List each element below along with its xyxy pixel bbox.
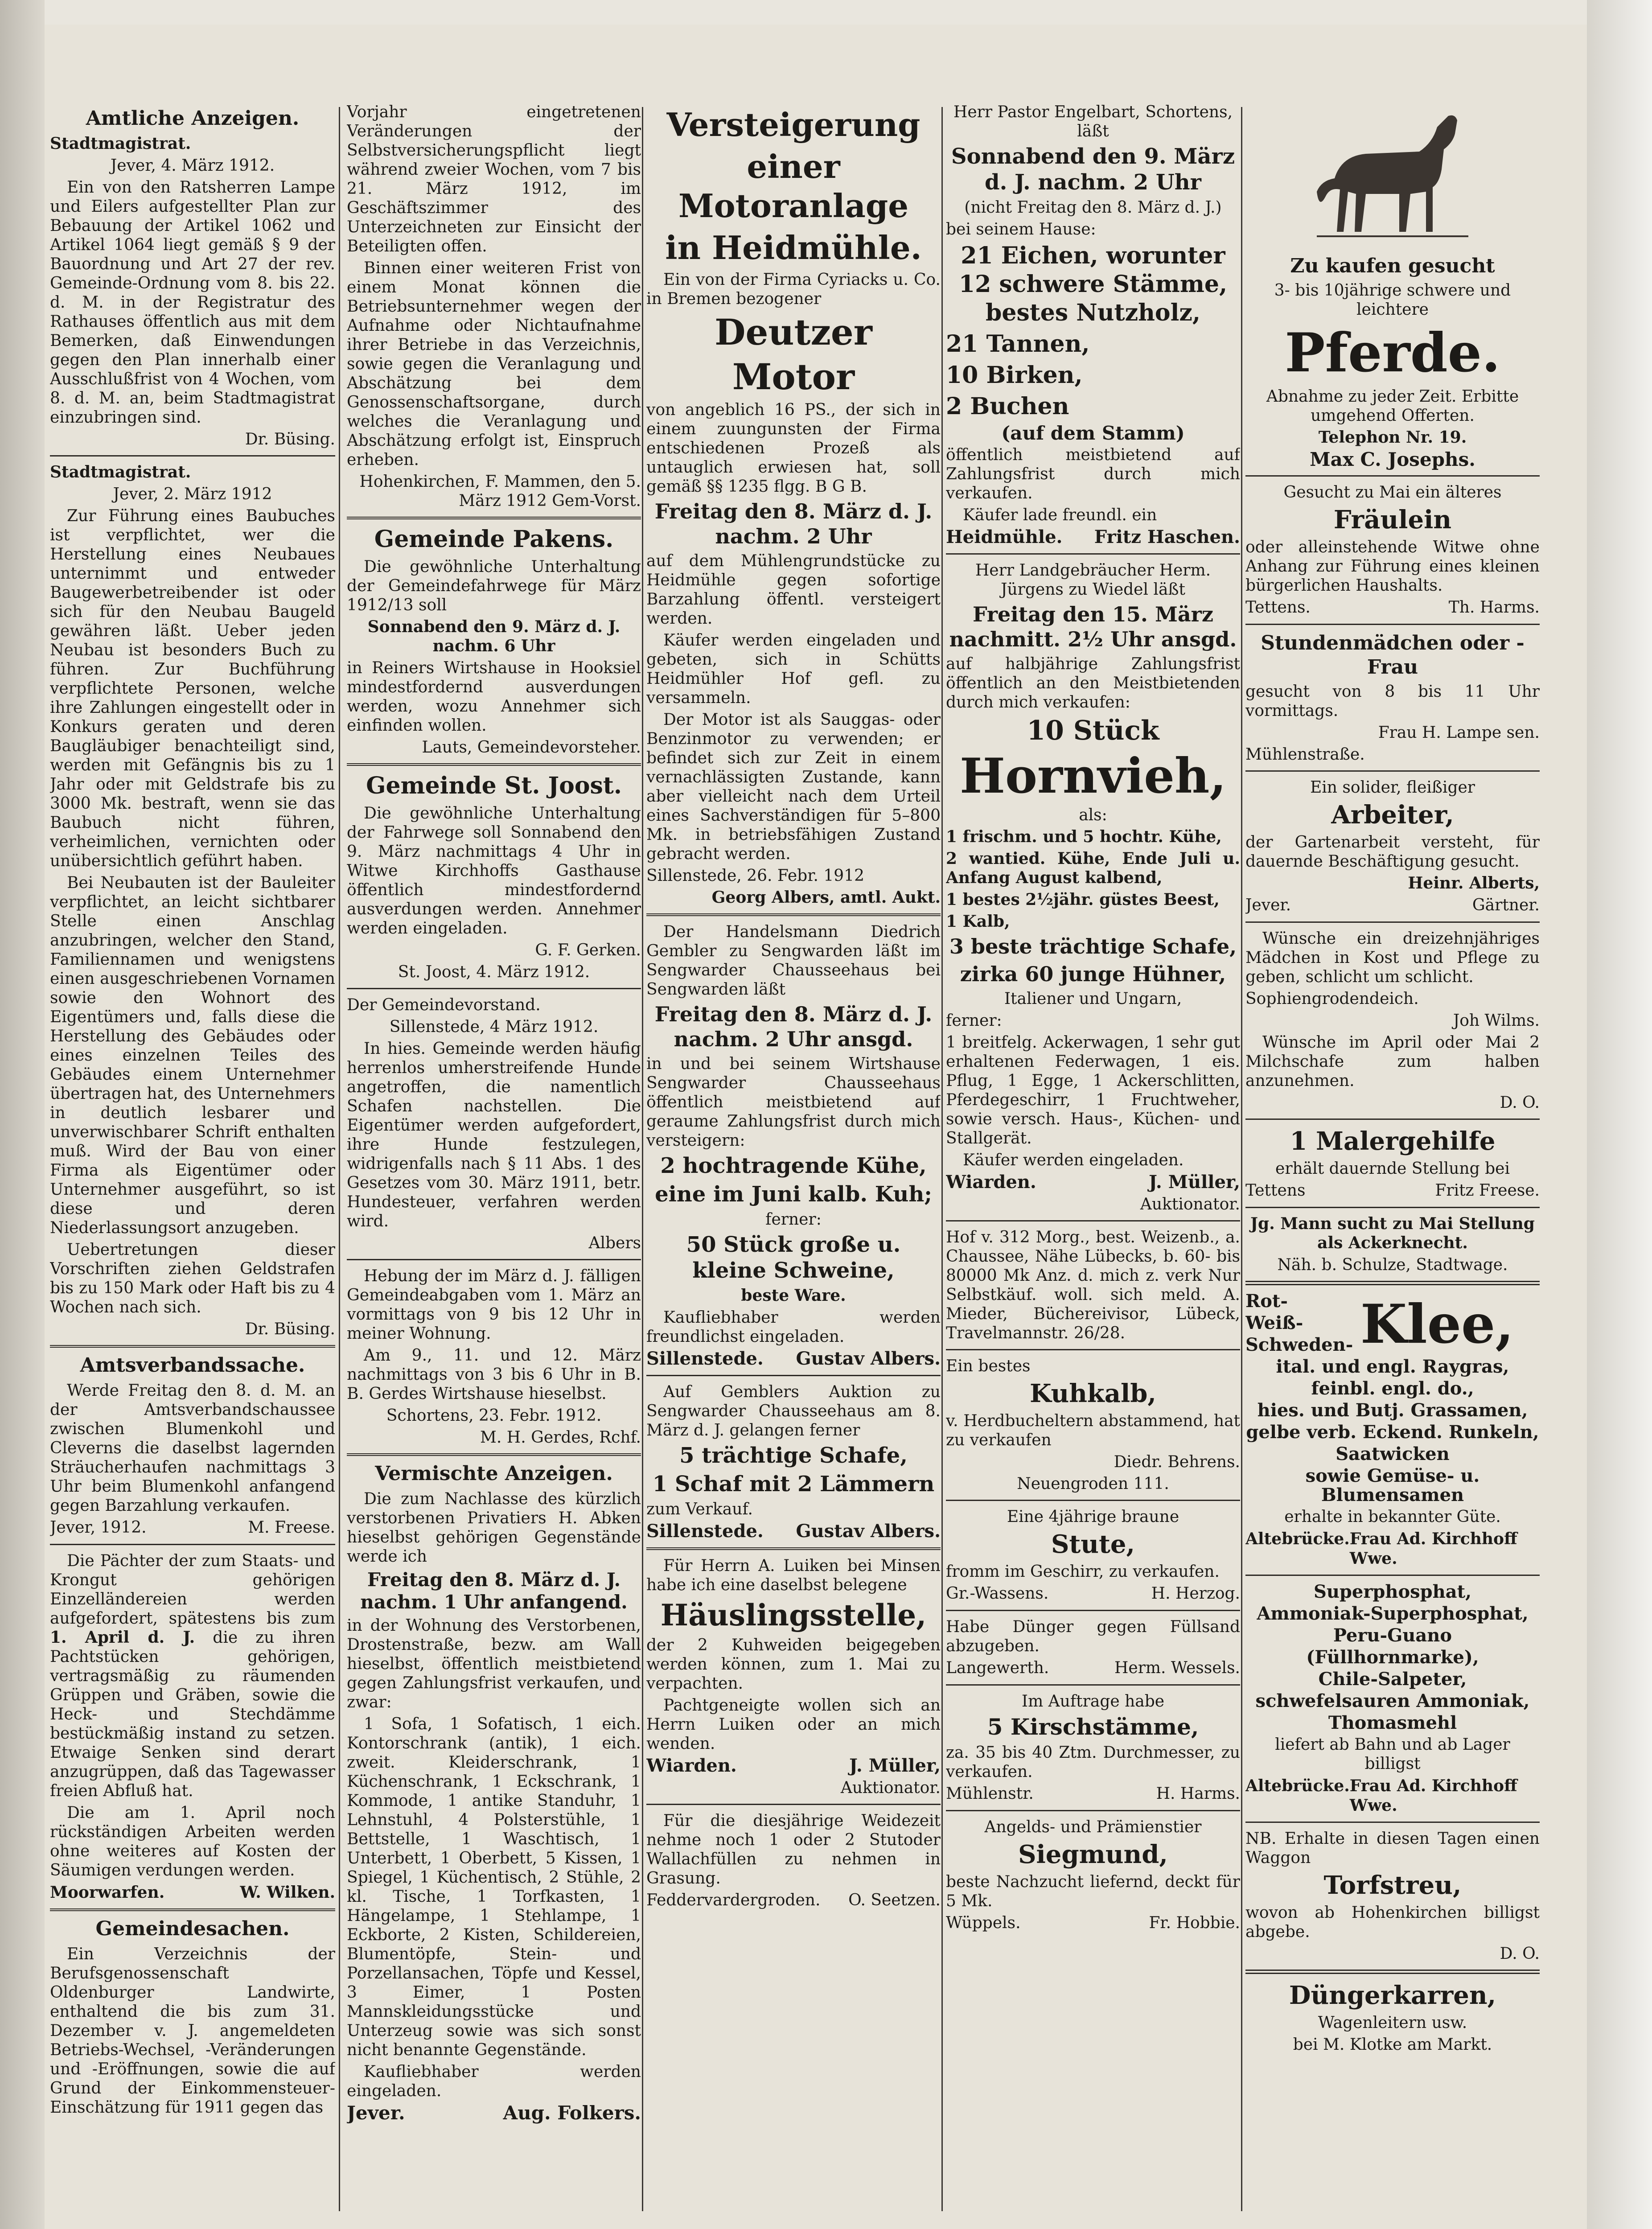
ad-headline: Stute, [1051, 1530, 1135, 1559]
ad-item: Ammoniak-Superphosphat, [1257, 1603, 1529, 1624]
ad-body: Angelds- und Prämienstier [984, 1818, 1202, 1836]
column-2 [347, 103, 641, 2126]
ad-item: Saatwicken [1336, 1444, 1450, 1464]
ad-item: hies. und Butj. Grassamen, [1257, 1400, 1528, 1421]
notice-date: Sonnabend den 9. März d. J. nachm. 6 Uhr [367, 617, 621, 655]
notice-body: Binnen einer weiteren Frist von einem Monat können die Betriebsunternehmer wegen der Aufnahme oder Nichtaufnahme ihrer Betriebe in das Verzeichnis, sowie gegen die Veranlagung und Abschätzung bei dem Genossenschaftsorgane, durch welches die Veranlagung und Abschätzung erfolgt ist, Einspruch erheben. [347, 259, 641, 469]
section-heading: Gemeinde Pakens. [374, 526, 614, 553]
ad-body: auf halbjährige Zahlungsfrist öffentlich an den Meistbietenden durch mich verkaufen: [946, 655, 1240, 711]
ad-date: Freitag den 8. März d. J. nachm. 2 Uhr ansgd. [654, 1002, 933, 1051]
place: Gr.-Wassens. [946, 1584, 1049, 1603]
signature-row [646, 1349, 941, 1369]
notice-date: Freitag den 8. März d. J. nachm. 1 Uhr anfangend. [360, 1569, 628, 1613]
ad-body: Kaufliebhaber werden freundlichst eingeladen. [646, 1308, 941, 1346]
signature-row [50, 1518, 335, 1538]
signature: G. F. Gerken. [535, 941, 641, 959]
ad-headline: Hornvieh, [959, 748, 1227, 804]
ad-item: 1 Schaf mit 2 Lämmern [652, 1472, 935, 1497]
date: Schortens, 23. Febr. 1912. [386, 1406, 602, 1425]
signature: Dr. Büsing. [245, 1320, 335, 1338]
ad-item: Italiener und Ungarn, [1004, 990, 1182, 1008]
ad-body: Für Herrn A. Luiken bei Minsen habe ich eine daselbst belegene [646, 1557, 941, 1594]
signature: H. Harms. [1156, 1785, 1240, 1803]
divider [946, 1810, 1240, 1811]
ad-body: als: [1079, 806, 1107, 824]
place: Mühlenstr. [946, 1785, 1034, 1803]
signature-title: Auktionator. [1140, 1195, 1240, 1213]
place: Sillenstede. [646, 1348, 764, 1369]
notice-body: Ein von den Ratsherren Lampe und Eilers aufgestellter Plan zur Bebauung der Artikel 1062 und Artikel 1064 liegt gemäß § 9 der Bauordnung und Art 27 der rev. Gemeinde-Ordnung vom 8. bis 22. d. M. in der Registratur des Rathauses öffentlich aus mit dem Bemerken, daß Einwendungen gegen den Plan innerhalb einer Ausschlußfrist von 4 Wochen, vom 8. d. M. an, beim Stadtmagistrat einzubringen sind. [50, 178, 335, 427]
divider [1245, 770, 1540, 772]
signature-row [946, 1913, 1240, 1933]
ad-item: Chile-Salpeter, [1318, 1669, 1467, 1690]
ad-body: Herr Landgebräucher Herm. Jürgens zu Wiedel läßt [975, 561, 1211, 599]
ad-body: Hof v. 312 Morg., best. Weizenb., a. Chaussee, Nähe Lübecks, b. 60- bis 80000 Mk Anz. d. mich z. verk Nur Selbstkäuf. woll. sich meld. A. Mieder, Büchereivisor, Lübeck, Travelmannstr. 26/28. [946, 1228, 1240, 1342]
place: Mühlenstraße. [1245, 745, 1365, 764]
ad-headline: 5 Kirschstämme, [987, 1714, 1199, 1740]
ad-body: Wagenleitern usw. [1318, 2014, 1467, 2032]
place: Moorwarfen. [50, 1883, 165, 1902]
ad-item: 1 Kalb, [946, 912, 1010, 931]
column-5 [1245, 103, 1540, 2057]
place: Heidmühle. [946, 526, 1063, 547]
ad-item: 10 Birken, [946, 362, 1083, 389]
ad-body: ferner: [946, 1012, 1002, 1030]
ad-body: gesucht von 8 bis 11 Uhr vormittags. [1245, 683, 1540, 720]
ad-phone: Telephon Nr. 19. [1318, 428, 1467, 447]
ad-body: erhält dauernde Stellung bei [1275, 1160, 1510, 1178]
ad-body: Eine 4jährige braune [1007, 1508, 1179, 1526]
ad-item: schwefelsauren Ammoniak, [1255, 1690, 1530, 1711]
divider [50, 1544, 335, 1545]
signature: Frau H. Lampe sen. [1378, 724, 1540, 742]
signature-row [946, 1172, 1240, 1192]
column-rule [1241, 107, 1242, 2211]
divider [1245, 1970, 1540, 1974]
ad-body: Käufer werden eingeladen. [963, 1151, 1184, 1169]
ad-body: Käufer lade freundl. ein [963, 506, 1157, 524]
ad-item: 50 Stück große u. kleine Schweine, [686, 1232, 901, 1283]
section-heading: Gemeinde St. Joost. [366, 772, 622, 799]
divider [1245, 1575, 1540, 1576]
ad-date: Freitag den 15. März nachmitt. 2½ Uhr ansgd. [949, 602, 1237, 651]
ad-headline: Stundenmädchen oder -Frau [1261, 632, 1525, 679]
signature-row [646, 1522, 941, 1541]
ad-date: Sonnabend den 9. März d. J. nachm. 2 Uhr [951, 144, 1235, 195]
ad-body: 3- bis 10jährige schwere und leichtere [1274, 281, 1511, 319]
place: Tettens. [1245, 598, 1311, 617]
ad-headline: Torfstreu, [1323, 1871, 1462, 1900]
ad-item: Peru-Guano [1333, 1625, 1452, 1646]
signature: M. Freese. [248, 1518, 335, 1537]
signature: Gustav Albers. [796, 1348, 941, 1369]
place: Wüppels. [946, 1914, 1021, 1932]
ad-body: Ein bestes [946, 1357, 1031, 1375]
ad-body: Jg. Mann sucht zu Mai Stellung als Ackerknecht. [1250, 1214, 1535, 1252]
place: Langewerth. [946, 1659, 1049, 1677]
notice-body: Werde Freitag den 8. d. M. an der Amtsverbandschaussee zwischen Blumenkohl und Cleverns die daselbst lagernden Sträucherhaufen nachmittags 3 Uhr beim Blumenkohl anfangend gegen Barzahlung verkaufen. [50, 1382, 335, 1515]
notice-body: Vorjahr eingetretenen Veränderungen der Selbstversicherungspflicht liegt während zweier Wochen, vom 7 bis 21. März 1912, im Geschäftszimmer des Unterzeichneten zur Einsicht der Beteiligten offen. [347, 103, 641, 255]
ad-body: Abnahme zu jeder Zeit. Erbitte umgehend Offerten. [1266, 387, 1519, 425]
ad-body: Wünsche ein dreizehnjähriges Mädchen in Kost und Pflege zu geben, schlicht um schlicht. [1245, 929, 1540, 986]
ad-body: Der Handelsmann Diedrich Gembler zu Sengwarden läßt im Sengwarder Chausseehaus bei Sengwarden läßt [646, 923, 941, 999]
divider [646, 913, 941, 916]
ad-body: za. 35 bis 40 Ztm. Durchmesser, zu verkaufen. [946, 1744, 1240, 1781]
signature: D. O. [1500, 1945, 1540, 1963]
section-heading: Vermischte Anzeigen. [375, 1462, 613, 1485]
notice-body: Die gewöhnliche Unterhaltung der Fahrwege soll Sonnabend den 9. März nachmittags 4 Uhr in Witwe Kirchhoffs Gasthause öffentlich mindestfordernd ausverdungen werden. Annehmer werden eingeladen. [347, 804, 641, 938]
signature: Max C. Josephs. [1310, 448, 1475, 470]
divider [50, 1345, 335, 1348]
signature: J. Müller, [1149, 1172, 1240, 1193]
signature: Th. Harms. [1448, 598, 1540, 617]
signature-row [946, 1584, 1240, 1604]
ad-body: Im Auftrage habe [1021, 1692, 1165, 1711]
signature-row [646, 1756, 941, 1776]
signature: Frau Ad. Kirchhoff Wwe. [1349, 1777, 1517, 1815]
ad-body: Habe Dünger gegen Füllsand abzugeben. [946, 1618, 1240, 1655]
ad-body: bei M. Klotke am Markt. [1293, 2036, 1492, 2054]
signature-row [1245, 1776, 1540, 1815]
ad-body: Ein solider, fleißiger [1310, 778, 1475, 797]
ad-title: in Heidmühle. [665, 229, 922, 267]
ad-item: 5 trächtige Schafe, [679, 1443, 908, 1468]
ad-item: beste Ware. [741, 1286, 846, 1305]
ad-item: 21 Eichen, worunter 12 schwere Stämme, bestes Nutzholz, [958, 242, 1228, 326]
ad-item: 2 Buchen [946, 393, 1069, 420]
section-heading: Amtliche Anzeigen. [86, 107, 300, 130]
signature: Hohenkirchen, F. Mammen, den 5. März 1912 Gem-Vorst. [359, 473, 641, 510]
divider [347, 1259, 641, 1260]
notice-text: die zu ihren Pachtstücken gehörigen, vertragsmäßig zu räumenden Grüppen und Gräben, sowie die Heck- und Stechdämme bestückmäßig instand zu setzen. Etwaige Senken sind derart anzugrüppen, daß das Tagewasser freien Abfluß hat. [50, 1629, 335, 1800]
ad-title: Versteigerung [666, 106, 921, 144]
notice-body: Am 9., 11. und 12. März nachmittags von 3 bis 6 Uhr in B. B. Gerdes Wirtshause hieselbst. [347, 1346, 641, 1403]
signature: Dr. Büsing. [245, 430, 335, 448]
signature: Fritz Haschen. [1094, 526, 1240, 547]
horse-illustration [1299, 103, 1486, 250]
place: Wiarden. [646, 1755, 737, 1776]
notice-body: Uebertretungen dieser Vorschriften ziehen Geldstrafen bis zu 150 Mark oder Haft bis zu 4 Wochen nach sich. [50, 1241, 335, 1316]
ad-title: Zu kaufen gesucht [1290, 255, 1495, 277]
ad-item: gelbe verb. Eckend. Runkeln, [1246, 1422, 1539, 1443]
ad-body: Ein von der Firma Cyriacks u. Co. in Bremen bezogener [646, 271, 941, 308]
signature: Heinr. Alberts, [1408, 874, 1540, 892]
signature: Joh Wilms. [1453, 1012, 1540, 1030]
ad-body: beste Nachzucht liefernd, deckt für 5 Mk. [946, 1873, 1240, 1910]
divider [347, 763, 641, 766]
divider [646, 1547, 941, 1550]
issuer: Der Gemeindevorstand. [347, 996, 541, 1014]
date: Jever, 2. März 1912 [113, 485, 272, 503]
signature: H. Herzog. [1151, 1584, 1240, 1603]
date: Sillenstede, 4 März 1912. [389, 1018, 599, 1036]
ad-headline: 1 Malergehilfe [1290, 1127, 1496, 1156]
signature-row [946, 1658, 1240, 1678]
divider [50, 455, 335, 456]
ad-body: oder alleinstehende Witwe ohne Anhang zur Führung eines kleinen bürgerlichen Haushalts. [1245, 538, 1540, 595]
ad-title: einer Motoranlage [678, 148, 909, 225]
signature: O. Seetzen. [848, 1891, 941, 1909]
ad-item: 1 bestes 2½jähr. güstes Beest, [946, 890, 1220, 909]
place: Feddervardergroden. [646, 1891, 821, 1909]
column-3 [646, 103, 941, 1913]
ad-headline: Pferde. [1285, 321, 1500, 384]
signature: Fritz Freese. [1435, 1181, 1540, 1200]
divider [646, 1375, 941, 1376]
place: Altebrücke. [1245, 1777, 1350, 1795]
divider [347, 988, 641, 989]
ad-body: NB. Erhalte in diesen Tagen einen Waggon [1245, 1830, 1540, 1867]
ad-body: bei seinem Hause: [946, 220, 1096, 239]
signature: D. O. [1500, 1094, 1540, 1112]
ad-body: ferner: [765, 1210, 822, 1229]
divider [1245, 1119, 1540, 1120]
divider [946, 1349, 1240, 1350]
signature-row [50, 1883, 335, 1902]
signature-title: Gärtner. [1472, 896, 1540, 914]
ad-body: in und bei seinem Wirtshause Sengwarder Chausseehaus öffentlich meistbietend auf geraume Zahlungsfrist durch mich versteigern: [646, 1055, 941, 1150]
page-fold-shadow [0, 0, 45, 2229]
ad-body: von angeblich 16 PS., der sich in einem zuungunsten der Firma entschiedenen Prozeß als untauglich erwiesen hat, soll gemäß §§ 1235 flgg. B G B. [646, 401, 941, 496]
place: Neuengroden 111. [1017, 1475, 1169, 1493]
divider [946, 1220, 1240, 1221]
ad-body: Der Motor ist als Sauggas- oder Benzinmotor zu verwenden; er befindet sich zur Zeit in einem vernachlässigten Zustande, kann aber vielleicht nach dem Urteil eines Sachverständigen für 5–800 Mk. in betriebsfähigen Zustand gebracht werden. [646, 711, 941, 863]
ad-headline: Kuhkalb, [1030, 1379, 1156, 1408]
divider [50, 1908, 335, 1911]
notice-body: 1 Sofa, 1 Sofatisch, 1 eich. Kontorschrank (antik), 1 eich. zweit. Kleiderschrank, 1 Küchenschrank, 1 Eckschrank, 1 Kommode, 1 antike Standuhr, 1 Lehnstuhl, 4 Polsterstühle, 1 Bettstelle, 1 Waschtisch, 1 Unterbett, 1 Oberbett, 5 Kissen, 1 Spiegel, 1 Küchentisch, 2 Stühle, 2 kl. Tische, 1 Torfkasten, 1 Hängelampe, 1 Stehlampe, 1 Eckborte, 2 Kisten, Schildereien, Blumentöpfe, Stein- und Porzellansachen, Töpfe und Kessel, 3 Eimer, 1 Posten Mannskleidungsstücke und Unterzeug sowie was sich sonst nicht benannte Gegenstände. [347, 1715, 641, 2059]
ad-body: Näh. b. Schulze, Stadtwage. [1277, 1256, 1508, 1274]
column-rule [339, 107, 340, 2211]
ad-headline: 10 Stück [1027, 715, 1159, 746]
signature: Gustav Albers. [796, 1521, 941, 1542]
seed-types [1245, 1291, 1353, 1357]
issuer: Stadtmagistrat. [50, 134, 191, 153]
ad-body: Wünsche im April oder Mai 2 Milchschafe zum halben anzunehmen. [1245, 1033, 1540, 1090]
ad-item: 2 hochtragende Kühe, [660, 1153, 927, 1178]
ad-body: v. Herdbucheltern abstammend, hat zu verkaufen [946, 1412, 1240, 1449]
signature-row [1245, 1181, 1540, 1201]
signature: Frau Ad. Kirchhoff Wwe. [1349, 1530, 1517, 1568]
notice-body: Die am 1. April noch rückständigen Arbeiten werden ohne weiteres auf Kosten der Säumigen verdungen werden. [50, 1804, 335, 1879]
divider [1245, 624, 1540, 625]
divider [347, 517, 641, 519]
signature: Herm. Wessels. [1114, 1659, 1240, 1677]
signature: J. Müller, [849, 1755, 941, 1776]
signature-title: Auktionator. [840, 1779, 941, 1797]
notice-body [50, 1551, 335, 1801]
divider [946, 1610, 1240, 1611]
signature: Aug. Folkers. [503, 2102, 641, 2124]
issuer: Stadtmagistrat. [50, 463, 191, 481]
divider [1245, 475, 1540, 477]
ad-item: sowie Gemüse- u. Blumensamen [1305, 1465, 1480, 1505]
signature-row [946, 1784, 1240, 1804]
ad-body: auf dem Mühlengrundstücke zu Heidmühle gegen sofortige Barzahlung öffentl. versteigert werden. [646, 552, 941, 628]
ad-headline: Fräulein [1333, 505, 1452, 535]
section-heading: Gemeindesachen. [95, 1917, 290, 1940]
ad-body: liefert ab Bahn und ab Lager billigst [1275, 1735, 1510, 1773]
ad-body: Gesucht zu Mai ein älteres [1283, 483, 1502, 502]
signature: Diedr. Behrens. [1114, 1453, 1240, 1471]
ad-body: der 2 Kuhweiden beigegeben werden können, zum 1. Mai zu verpachten. [646, 1636, 941, 1693]
ad-body: Auf Gemblers Auktion zu Sengwarder Chausseehaus am 8. März d. J. gelangen ferner [646, 1383, 941, 1439]
ad-body: zum Verkauf. [646, 1500, 753, 1518]
ad-item: (auf dem Stamm) [1001, 422, 1185, 444]
ad-item: 1 frischm. und 5 hochtr. Kühe, [946, 827, 1222, 846]
signature-row [946, 527, 1240, 547]
signature-row [1245, 896, 1540, 915]
ad-body: Käufer werden eingeladen und gebeten, sich in Schütts Heidmühler Hof gefl. zu versammeln. [646, 631, 941, 707]
ad-body: der Gartenarbeit versteht, für dauernde Beschäftigung gesucht. [1245, 833, 1540, 871]
signature: Georg Albers, amtl. Aukt. [711, 888, 941, 907]
signature-row [646, 1891, 941, 1910]
ad-body: erhalte in bekannter Güte. [1284, 1508, 1501, 1526]
ad-headline: Siegmund, [1018, 1840, 1168, 1869]
signature-row [347, 2103, 641, 2123]
ad-headline: Klee, [1360, 1292, 1514, 1356]
seed-ad-header [1245, 1291, 1540, 1357]
notice-body: in Reiners Wirtshause in Hooksiel mindestfordernd ausverdungen werden, wozu Annehmer sich einfinden wollen. [347, 659, 641, 735]
divider [1245, 1822, 1540, 1823]
ad-item: zirka 60 junge Hühner, [960, 962, 1226, 986]
notice-body: Hebung der im März d. J. fälligen Gemeindeabgaben vom 1. März an vormittags von 9 bis 12 Uhr in meiner Wohnung. [347, 1267, 641, 1343]
ad-item: feinbl. engl. do., [1311, 1378, 1474, 1399]
notice-body: In hies. Gemeinde werden häufig herrenlos umherstreifende Hunde angetroffen, die namentlich Schafen nachstellen. Die Eigentümer werden aufgefordert, ihre Hunde festzulegen, widrigenfalls nach § 11 Abs. 1 des Gesetzes vom 30. März 1911, betr. Hundesteuer, verfahren werden wird. [347, 1040, 641, 1230]
column-1 [50, 103, 335, 2120]
divider [946, 1500, 1240, 1501]
place: Jever. [1245, 896, 1291, 914]
ad-body: Herr Pastor Engelbart, Schortens, läßt [953, 103, 1233, 140]
signature: M. H. Gerdes, Rchf. [480, 1428, 641, 1447]
ad-headline: Düngerkarren, [1289, 1981, 1496, 2010]
signature: Lauts, Gemeindevorsteher. [422, 738, 641, 757]
divider [1245, 1281, 1540, 1285]
ad-headline: Deutzer [715, 311, 872, 353]
ad-body: 1 breitfelg. Ackerwagen, 1 sehr gut erhaltenen Federwagen, 1 eis. Pflug, 1 Egge, 1 Ackerschlitten, Pferdegeschirr, 1 Fruchtweher, sowie versch. Haus-, Küchen- und Stallgerät. [946, 1033, 1240, 1147]
ad-date: Freitag den 8. März d. J. nachm. 2 Uhr [654, 499, 933, 548]
date: Sillenstede, 26. Febr. 1912 [646, 867, 864, 885]
signature: W. Wilken. [240, 1883, 335, 1902]
seed-type: Weiß- [1245, 1312, 1303, 1333]
ad-note: (nicht Freitag den 8. März d. J.) [964, 198, 1222, 217]
place: Sophiengrodendeich. [1245, 990, 1419, 1008]
ad-item: 2 wantied. Kühe, Ende Juli u. Anfang August kalbend, [946, 849, 1240, 887]
ad-headline: Motor [732, 356, 855, 398]
divider [1245, 1207, 1540, 1208]
notice-body: Zur Führung eines Baubuches ist verpflichtet, wer die Herstellung eines Neubaues unternimmt und entweder Baugewerbetreibender ist oder sich für den Neubau Baugeld gewähren läßt. Ueber jeden Neubau ist besonders Buch zu führen. Zur Buchführung verpflichtete Personen, welche ihre Zahlungen eingestellt oder in Konkurs geraten und deren Baugläubiger benachteiligt sind, werden mit Gefängnis bis zu 1 Jahr oder mit Geldstrafe bis zu 3000 Mk. bestraft, wenn sie das Baubuch nicht führen, verheimlichen, vernichten oder unübersichtlich geführt haben. [50, 507, 335, 870]
notice-date: 1. April d. J. [50, 1628, 195, 1647]
date: St. Joost, 4. März 1912. [398, 963, 590, 981]
notice-body: Die gewöhnliche Unterhaltung der Gemeindefahrwege für März 1912/13 soll [347, 558, 641, 614]
place: Tettens [1245, 1181, 1306, 1200]
ad-body: fromm im Geschirr, zu verkaufen. [946, 1563, 1220, 1581]
notice-body: Ein Verzeichnis der Berufsgenossenschaft Oldenburger Landwirte, enthaltend die bis zum 31. Dezember v. J. angemeldeten Betriebs-Wechsel, -Veränderungen und -Eröffnungen, sowie die auf Grund der Einkommensteuer-Einschätzung für 1911 gegen das [50, 1945, 335, 2117]
place: Sillenstede. [646, 1521, 764, 1542]
ad-headline: Arbeiter, [1331, 800, 1454, 830]
ad-item: eine im Juni kalb. Kuh; [655, 1182, 932, 1207]
ad-headline: Häuslingsstelle, [660, 1598, 927, 1633]
ad-item: 3 beste trächtige Schafe, [949, 934, 1237, 958]
signature: Albers [588, 1234, 641, 1252]
ad-item: (Füllhornmarke), [1306, 1647, 1479, 1668]
ad-body: öffentlich meistbietend auf Zahlungsfrist durch mich verkaufen. [946, 446, 1240, 502]
place: Wiarden. [946, 1172, 1036, 1193]
signature-row [1245, 1529, 1540, 1568]
ad-body: Pachtgeneigte wollen sich an Herrn Luiken oder an mich wenden. [646, 1696, 941, 1753]
ad-body: wovon ab Hohenkirchen billigst abgebe. [1245, 1904, 1540, 1941]
notice-body: Bei Neubauten ist der Bauleiter verpflichtet, an leicht sichtbarer Stelle einen Anschlag anzubringen, welcher den Stand, Familiennamen und wenigstens einen ausgeschriebenen Vornamen sowie den Wohnort des Eigentümers und, falls diese die Herstellung des Gebäudes oder eines einzelnen Teiles des Gebäudes einem Unternehmer übertragen hat, des Unternehmers in deutlich lesbarer und unverwischbarer Schrift enthalten muß. Wird der Bau von einer Firma als Eigentümer oder Unternehmer ausgeführt, so ist diese und deren Niederlassungsort anzugeben. [50, 874, 335, 1237]
column-rule [642, 107, 643, 2211]
column-4 [946, 103, 1240, 1936]
place: Altebrücke. [1245, 1530, 1350, 1548]
section-heading: Amtsverbandssache. [80, 1354, 305, 1377]
divider [1245, 921, 1540, 923]
ad-item: Superphosphat, [1313, 1581, 1472, 1602]
divider [946, 553, 1240, 555]
seed-type: Schweden- [1245, 1334, 1353, 1355]
notice-body: Die zum Nachlasse des kürzlich verstorbenen Privatiers H. Abken hieselbst gehörigen Gegenstände werde ich [347, 1490, 641, 1566]
page-edge [1587, 0, 1652, 2229]
ad-item: Thomasmehl [1328, 1712, 1457, 1733]
ad-item: ital. und engl. Raygras, [1276, 1356, 1509, 1377]
divider [646, 1804, 941, 1805]
ad-body: Für die diesjährige Weidezeit nehme noch 1 oder 2 Stutoder Wallachfüllen zu nehmen in Grasung. [646, 1812, 941, 1888]
date: Jever, 4. März 1912. [110, 156, 275, 175]
notice-text: Die Pächter der zum Staats- und Krongut gehörigen Einzelländereien werden aufgefordert, spätestens bis zum [50, 1552, 335, 1628]
divider [946, 1684, 1240, 1686]
place: Jever, 1912. [50, 1518, 147, 1537]
column-rule [941, 107, 943, 2211]
signature-row [1245, 598, 1540, 617]
seed-type: Rot- [1245, 1291, 1288, 1312]
ad-item: 21 Tannen, [946, 330, 1090, 358]
notice-body: Kaufliebhaber werden eingeladen. [347, 2063, 641, 2100]
notice-body: in der Wohnung des Verstorbenen, Drostenstraße, bezw. am Wall hieselbst, öffentlich meistbietend gegen Zahlungsfrist verkaufen, und zwar: [347, 1616, 641, 1711]
place: Jever. [347, 2102, 405, 2124]
divider [347, 1453, 641, 1456]
signature: Fr. Hobbie. [1149, 1914, 1240, 1932]
